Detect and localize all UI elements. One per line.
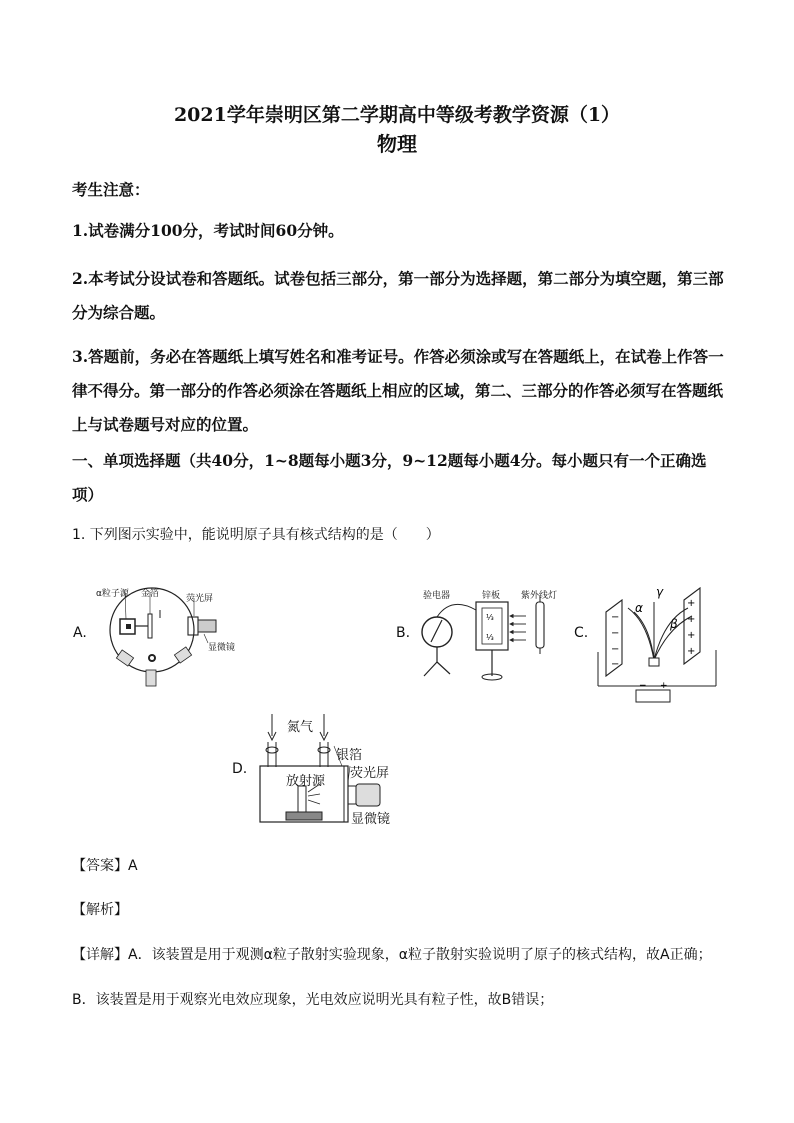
svg-text:−: −	[611, 644, 620, 655]
fig-b-plate-label: 锌板	[482, 591, 501, 601]
svg-text:−: −	[611, 659, 620, 670]
svg-text:+: +	[687, 646, 696, 657]
notice-item-2: 2.本考试分设试卷和答题纸。试卷包括三部分，第一部分为选择题，第二部分为填空题，第三部分为综合题。	[72, 269, 724, 322]
fig-c-alpha-label: α	[635, 601, 643, 615]
section-heading: 一、单项选择题（共40分，1~8题每小题3分，9~12题每小题4分。每小题只有一个正确选项）	[72, 451, 707, 504]
fig-d-source-label: 放射源	[286, 774, 326, 789]
page-title: 2021学年崇明区第二学期高中等级考教学资源（1）	[173, 104, 621, 126]
fig-b-electroscope-label: 验电器	[423, 591, 451, 601]
fig-a-screen-label: 荧光屏	[186, 594, 214, 604]
notice-item-1: 1.试卷满分100分，考试时间60分钟。	[72, 221, 344, 240]
detail-text: 【详解】A．该装置是用于观测α粒子散射实验现象，α粒子散射实验说明了原子的核式结构，故A正确；	[72, 947, 712, 963]
subject-title: 物理	[377, 132, 417, 156]
fig-a-source-label: α粒子源	[96, 589, 129, 599]
fig-b-lamp-label: 紫外线灯	[521, 591, 558, 601]
figure-c	[592, 572, 722, 706]
fig-c-gamma-label: γ	[656, 585, 664, 599]
option-d-label: D.	[232, 761, 248, 777]
fig-d-gas-label: 氮气	[287, 720, 314, 735]
fig-d-microscope-label: 显微镜	[351, 812, 391, 827]
fig-a-microscope-label: 显微镜	[208, 643, 236, 653]
svg-text:−: −	[611, 612, 620, 623]
svg-text:+: +	[687, 598, 696, 609]
svg-text:−: −	[639, 681, 647, 691]
detail-b-text: B．该装置是用于观察光电效应现象，光电效应说明光具有粒子性，故B错误；	[72, 992, 554, 1008]
svg-text:⅓: ⅓	[486, 613, 494, 622]
notice-item-3: 3.答题前，务必在答题纸上填写姓名和准考证号。作答必须涂或写在答题纸上，在试卷上作答一律不得分。第一部分的作答必须涂在答题纸上相应的区域，第二、三部分的作答必须写在答题纸上与试卷题号对应的位置。	[72, 347, 724, 434]
fig-a-foil-label: 金箔	[141, 589, 160, 599]
option-b-label: B.	[396, 625, 411, 641]
analysis-heading: 【解析】	[72, 902, 128, 918]
answer-text: 【答案】A	[72, 858, 138, 874]
svg-text:+: +	[687, 630, 696, 641]
question-1-stem: 1. 下列图示实验中，能说明原子具有核式结构的是（ ）	[72, 527, 440, 543]
svg-text:+: +	[660, 681, 668, 691]
fig-d-screen-label: 荧光屏	[350, 766, 390, 781]
svg-text:−: −	[611, 628, 620, 639]
svg-text:⅓: ⅓	[486, 633, 494, 642]
option-a-label: A.	[73, 625, 87, 641]
svg-text:+: +	[687, 614, 696, 625]
notice-heading: 考生注意：	[72, 180, 150, 199]
fig-d-foil-label: 银箔	[336, 748, 363, 763]
option-c-label: C.	[574, 625, 589, 641]
fig-c-beta-label: β	[670, 617, 678, 631]
